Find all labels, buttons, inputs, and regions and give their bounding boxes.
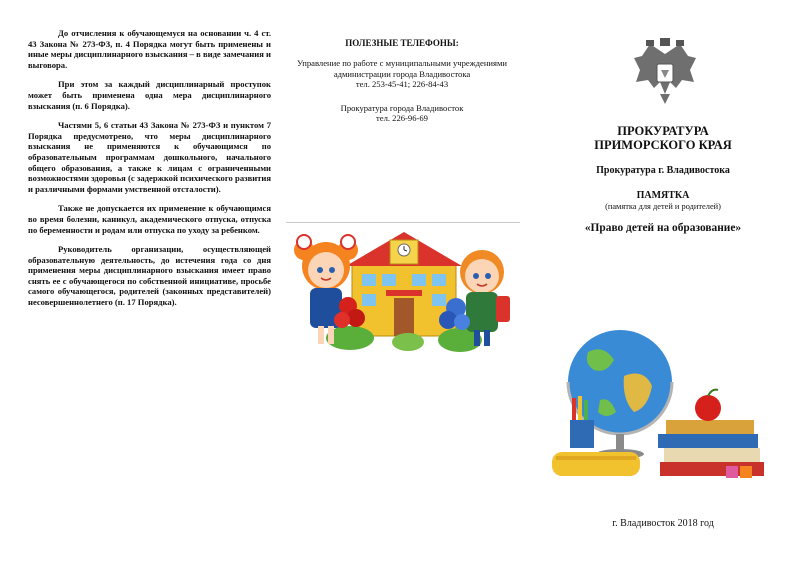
paragraph: Руководитель организации, осуществляющей образовательную деятельность, до истечения года со дня применения меры дисциплинарного взыскания имеет право снять ее с обучающегося по собственной инициативе, просьбе самого обучающегося, родителей (законных представителей) несовершеннолетнего (п. 17 Порядка). bbox=[28, 244, 271, 308]
city-year: г. Владивосток 2018 год bbox=[612, 518, 714, 529]
paragraph: До отчисления к обучающемуся на основании ч. 4 ст. 43 Закона № 273-ФЗ, п. 4 Порядка могут быть применены и иные меры дисциплинарного взыскания – в виде замечания и выговора. bbox=[28, 28, 271, 70]
dept-line1: Управление по работе с муниципальными учреждениями bbox=[296, 58, 508, 68]
school-children-illustration bbox=[290, 226, 516, 354]
dept-line2: администрации города Владивостока bbox=[333, 68, 471, 79]
prosecutor-phone: тел. 226-96-69 bbox=[376, 113, 428, 124]
phones-heading: ПОЛЕЗНЫЕ ТЕЛЕФОНЫ: bbox=[345, 38, 459, 48]
russian-coat-of-arms-icon bbox=[630, 36, 700, 106]
organization-name bbox=[540, 124, 786, 152]
document-title: «Право детей на образование» bbox=[584, 222, 742, 234]
globe-books-illustration bbox=[548, 316, 780, 488]
memo-label: ПАМЯТКА bbox=[636, 190, 690, 201]
org-line1: ПРОКУРАТУРА bbox=[617, 124, 709, 138]
memo-subtitle: (памятка для детей и родителей) bbox=[605, 202, 721, 211]
divider bbox=[286, 222, 520, 223]
dept-phone: тел. 253-45-41; 226-84-43 bbox=[355, 79, 449, 90]
paragraph: Также не допускается их применение к обучающимся во время болезни, каникул, академического отпуска, отпуска по беременности и родам или отпуска по уходу за ребенком. bbox=[28, 203, 271, 235]
phones-section bbox=[285, 38, 519, 124]
prosecutor-name: Прокуратура города Владивосток bbox=[340, 102, 464, 113]
left-column bbox=[28, 28, 271, 317]
paragraph: При этом за каждый дисциплинарный проступок может быть применена одна мера дисциплинарного взыскания (п. 6 Порядка). bbox=[28, 79, 271, 111]
org-line2: ПРИМОРСКОГО КРАЯ bbox=[594, 138, 732, 152]
paragraph: Частями 5, 6 статьи 43 Закона № 273-ФЗ и пунктом 7 Порядка предусмотрено, что меры дисциплинарного взыскания не применяются к обучающимся по образовательным программам дошкольного, начального общего образования, а также к лицам с ограниченными возможностями здоровья (с задержкой психического развития и различными формами умственной отсталости). bbox=[28, 120, 271, 194]
branch-name: Прокуратура г. Владивостока bbox=[596, 165, 730, 176]
